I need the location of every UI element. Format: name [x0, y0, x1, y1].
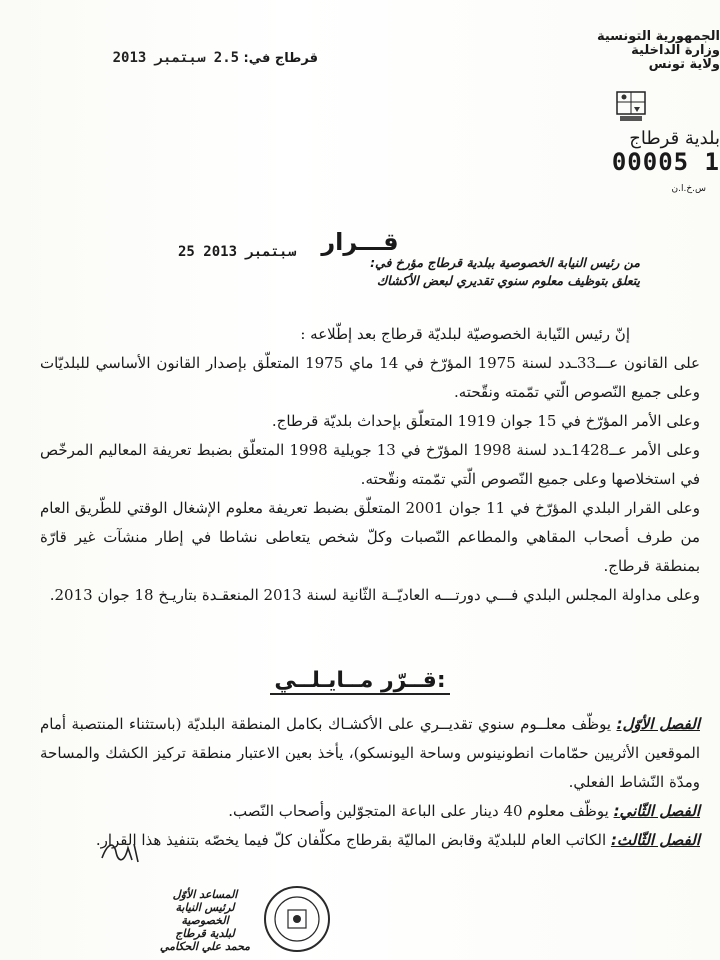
signature-block: [150, 888, 260, 953]
signature-line: لبلدية قرطاج: [175, 927, 235, 940]
municipality-name: بلدية قرطاج: [629, 128, 720, 149]
document-subtitle: [40, 254, 640, 290]
decree-heading: قــرّر مــايـلــي:: [270, 668, 450, 695]
signature-line: المساعد الأوّل: [172, 888, 238, 901]
article-text: الكاتب العام للبلديّة وقابض الماليّة بقرطاج مكلّفان كلّ فيما يخصّه بتنفيذ هذا القرار.: [95, 831, 607, 849]
signature-name: محمد علي الحكامي: [159, 940, 251, 953]
handwritten-mark-icon: [98, 838, 144, 866]
decision-date: 25 سبتمبر 2013: [178, 244, 297, 260]
ministry-name: وزارة الداخلية: [631, 43, 720, 58]
preamble-item: وعلى القرار البلدي المؤرّخ في 11 جوان 2001 المتعلّق بضبط تعريفة معلوم الإشغال الوقتي للطّريق العام من طرف أصحاب المقاهي والمطاعم النّصبات وكلّ شخص يتعاطى نشاطا في إطار منشآت غير قارّة بمنطقة قرطاج.: [40, 499, 700, 575]
issue-date: [88, 50, 318, 66]
governorate-name: ولاية تونس: [648, 57, 720, 72]
reference-number: 00005 1: [611, 148, 720, 176]
preamble-intro: إنّ رئيس النّيابة الخصوصيّة لبلديّة قرطاج بعد إطّلاعه :: [300, 325, 630, 343]
preamble-item: وعلى الأمر المؤرّخ في 15 جوان 1919 المتعلّق بإحداث بلديّة قرطاج.: [271, 412, 700, 430]
reference-code: س.خ.ا.ن: [671, 184, 706, 194]
article-label: الفصل الأوّل:: [616, 715, 700, 733]
signature-line: لرئيس النيابة الخصوصية: [175, 901, 235, 927]
date-label: قرطاج في:: [243, 51, 318, 66]
date-value: 2.5 سبتمبر 2013: [112, 50, 240, 66]
tunisia-emblem-icon: [614, 90, 648, 124]
article-1: [40, 710, 700, 797]
article-label: الفصل الثّالث:: [610, 831, 700, 849]
article-2: [40, 797, 700, 826]
preamble-item: وعلى مداولة المجلس البلدي فـــي دورتـــه العاديّــة الثّانية لسنة 2013 المنعقـدة بتاريـخ 18 جوان 2013.: [49, 586, 700, 604]
article-text: يوظّف معلــوم سنوي تقديــري على الأكشـاك بكامل المنطقة البلديّة (باستثناء المنتصبة أمام الموقعين الأثريين حمّامات انطونينوس وساحة اليونسكو)، يأخذ بعين الاعتبار منطقة تركيز الكشك والمساحة ومدّة النّشاط الفعلي.: [40, 715, 700, 791]
letterhead: [590, 30, 720, 72]
document-title: قـــرار: [321, 228, 399, 256]
preamble: [40, 320, 700, 610]
article-label: الفصل الثّاني:: [613, 802, 700, 820]
official-stamp-icon: [262, 884, 332, 954]
preamble-item: على القانون عـــ33ـدد لسنة 1975 المؤرّخ في 14 ماي 1975 المتعلّق بإصدار القانون الأساسي للبلديّات وعلى جميع النّصوص الّتي تمّمته ونقّحته.: [40, 354, 700, 401]
articles: [40, 710, 700, 855]
republic-name: الجمهورية التونسية: [596, 29, 720, 44]
subtitle-line-1: من رئيس النيابة الخصوصية ببلدية قرطاج مؤرخ في:: [370, 255, 640, 270]
subtitle-line-2: يتعلق بتوظيف معلوم سنوي تقديري لبعض الأكشاك: [376, 273, 640, 288]
article-text: يوظّف معلوم 40 دينار على الباعة المتجوّلين وأصحاب النّصب.: [228, 802, 609, 820]
preamble-item: وعلى الأمر عــ1428ـدد لسنة 1998 المؤرّخ في 13 جويلية 1998 المتعلّق بضبط تعريفة المعاليم المرخّص في استخلاصها وعلى جميع النّصوص الّتي تمّمته ونقّحته.: [40, 441, 700, 488]
